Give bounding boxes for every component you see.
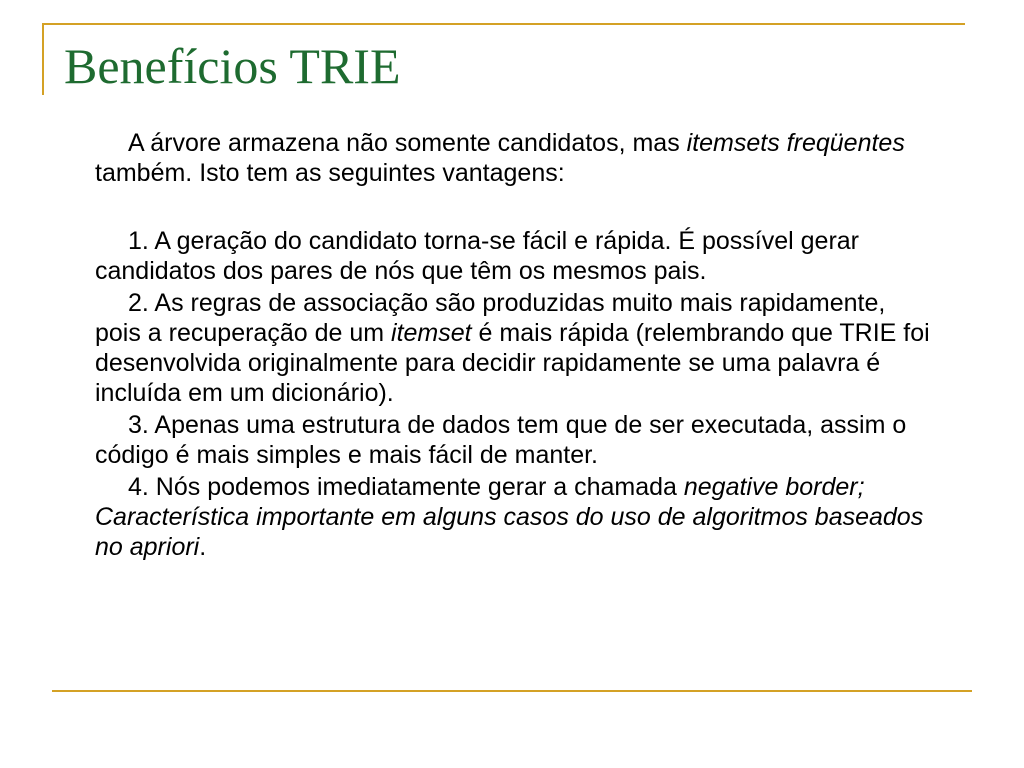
benefit-item-2-text-end: é mais rápida (relembrando que TRIE foi desenvolvida originalmente para decidir rapidamente se uma palavra é incluída em um dicionário).	[95, 319, 930, 407]
intro-text-start: A árvore armazena não somente candidatos, mas	[128, 129, 687, 157]
benefit-item-3	[95, 410, 935, 470]
left-decorative-rule	[42, 23, 44, 95]
top-decorative-rule	[43, 23, 965, 25]
slide-body	[95, 128, 935, 564]
bottom-decorative-rule	[52, 690, 972, 692]
benefit-item-4-text-end: .	[199, 533, 207, 561]
intro-text-end: também. Isto tem as seguintes vantagens:	[95, 159, 565, 187]
intro-italic-term: itemsets freqüentes	[686, 129, 905, 157]
benefit-item-4	[95, 472, 935, 562]
benefit-item-3-text: 3. Apenas uma estrutura de dados tem que de ser executada, assim o código é mais simples e mais fácil de manter.	[95, 411, 907, 469]
slide-title: Benefícios TRIE	[64, 38, 401, 94]
benefit-item-1-text: 1. A geração do candidato torna-se fácil e rápida. É possível gerar candidatos dos pares de nós que têm os mesmos pais.	[95, 227, 860, 285]
benefit-item-1	[95, 226, 935, 286]
benefit-item-2-italic-term: itemset	[391, 319, 472, 347]
benefit-item-4-text-start: 4. Nós podemos imediatamente gerar a chamada	[128, 473, 684, 501]
benefit-item-4-italic-term: negative border; Característica importante em alguns casos do uso de algoritmos baseados no apriori	[95, 473, 924, 561]
intro-paragraph	[95, 128, 935, 188]
benefit-item-2-text-start: 2. As regras de associação são produzidas muito mais rapidamente, pois a recuperação de um	[95, 289, 886, 347]
benefit-item-2	[95, 288, 935, 408]
